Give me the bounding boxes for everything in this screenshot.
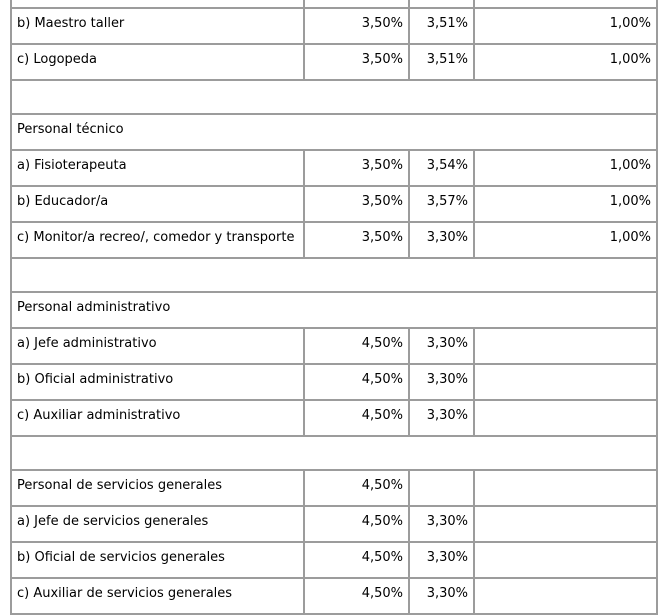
table-row: [11, 80, 657, 114]
table-row: [11, 258, 657, 292]
table-row: [11, 186, 657, 222]
table-row: [11, 0, 657, 8]
value-cell-2: 3,30%: [409, 222, 474, 258]
personnel-salary-table: [10, 0, 658, 615]
value-cell-2: 3,30%: [409, 578, 474, 614]
table-row: [11, 506, 657, 542]
table-row: [11, 400, 657, 436]
value-cell-1: 4,50%: [304, 470, 409, 506]
value-cell-1: 4,50%: [304, 328, 409, 364]
category-cell: b) Oficial de servicios generales: [11, 542, 304, 578]
value-cell-2: 3,30%: [409, 364, 474, 400]
category-cell: [11, 0, 304, 8]
value-cell-3: 1,00%: [474, 8, 657, 44]
category-cell: b) Educador/a: [11, 186, 304, 222]
value-cell-2: 3,57%: [409, 186, 474, 222]
value-cell-3: [474, 506, 657, 542]
value-cell-1: 3,50%: [304, 222, 409, 258]
value-cell-2: [409, 470, 474, 506]
spacer-cell: [11, 80, 657, 114]
value-cell-1: 4,50%: [304, 542, 409, 578]
category-cell: b) Maestro taller: [11, 8, 304, 44]
category-cell: a) Fisioterapeuta: [11, 150, 304, 186]
value-cell-3: [474, 470, 657, 506]
value-cell-1: 3,50%: [304, 186, 409, 222]
value-cell-3: 1,00%: [474, 150, 657, 186]
spacer-cell: [11, 258, 657, 292]
value-cell-3: 1,00%: [474, 44, 657, 80]
table-row: [11, 328, 657, 364]
value-cell-2: 3,54%: [409, 150, 474, 186]
value-cell-1: 3,50%: [304, 150, 409, 186]
value-cell-3: 1,00%: [474, 222, 657, 258]
value-cell-1: 3,50%: [304, 44, 409, 80]
value-cell-2: 3,30%: [409, 542, 474, 578]
category-cell: a) Jefe de servicios generales: [11, 506, 304, 542]
table-row: [11, 578, 657, 614]
value-cell-1: 4,50%: [304, 578, 409, 614]
category-cell: c) Logopeda: [11, 44, 304, 80]
value-cell-3: [474, 364, 657, 400]
value-cell-3: [474, 578, 657, 614]
value-cell-2: 3,51%: [409, 8, 474, 44]
value-cell-1: 3,50%: [304, 8, 409, 44]
value-cell-3: [474, 400, 657, 436]
value-cell-3: [474, 542, 657, 578]
value-cell-2: [409, 0, 474, 8]
category-cell: c) Auxiliar administrativo: [11, 400, 304, 436]
category-cell: c) Monitor/a recreo/, comedor y transporte: [11, 222, 304, 258]
value-cell-1: 4,50%: [304, 400, 409, 436]
section-header-cell: Personal administrativo: [11, 292, 657, 328]
value-cell-2: 3,51%: [409, 44, 474, 80]
value-cell-3: [474, 328, 657, 364]
table-row: [11, 8, 657, 44]
table-row: [11, 222, 657, 258]
value-cell-2: 3,30%: [409, 400, 474, 436]
value-cell-1: 4,50%: [304, 506, 409, 542]
table-row: [11, 436, 657, 470]
value-cell-3: [474, 0, 657, 8]
value-cell-1: [304, 0, 409, 8]
category-cell: Personal de servicios generales: [11, 470, 304, 506]
category-cell: a) Jefe administrativo: [11, 328, 304, 364]
value-cell-2: 3,30%: [409, 328, 474, 364]
personnel-table-body: [11, 0, 657, 614]
table-row: [11, 44, 657, 80]
table-row: [11, 364, 657, 400]
value-cell-1: 4,50%: [304, 364, 409, 400]
table-row: [11, 150, 657, 186]
spacer-cell: [11, 436, 657, 470]
section-header-cell: Personal técnico: [11, 114, 657, 150]
category-cell: b) Oficial administrativo: [11, 364, 304, 400]
value-cell-3: 1,00%: [474, 186, 657, 222]
table-row: [11, 292, 657, 328]
table-row: [11, 114, 657, 150]
table-row: [11, 542, 657, 578]
table-row: [11, 470, 657, 506]
value-cell-2: 3,30%: [409, 506, 474, 542]
category-cell: c) Auxiliar de servicios generales: [11, 578, 304, 614]
